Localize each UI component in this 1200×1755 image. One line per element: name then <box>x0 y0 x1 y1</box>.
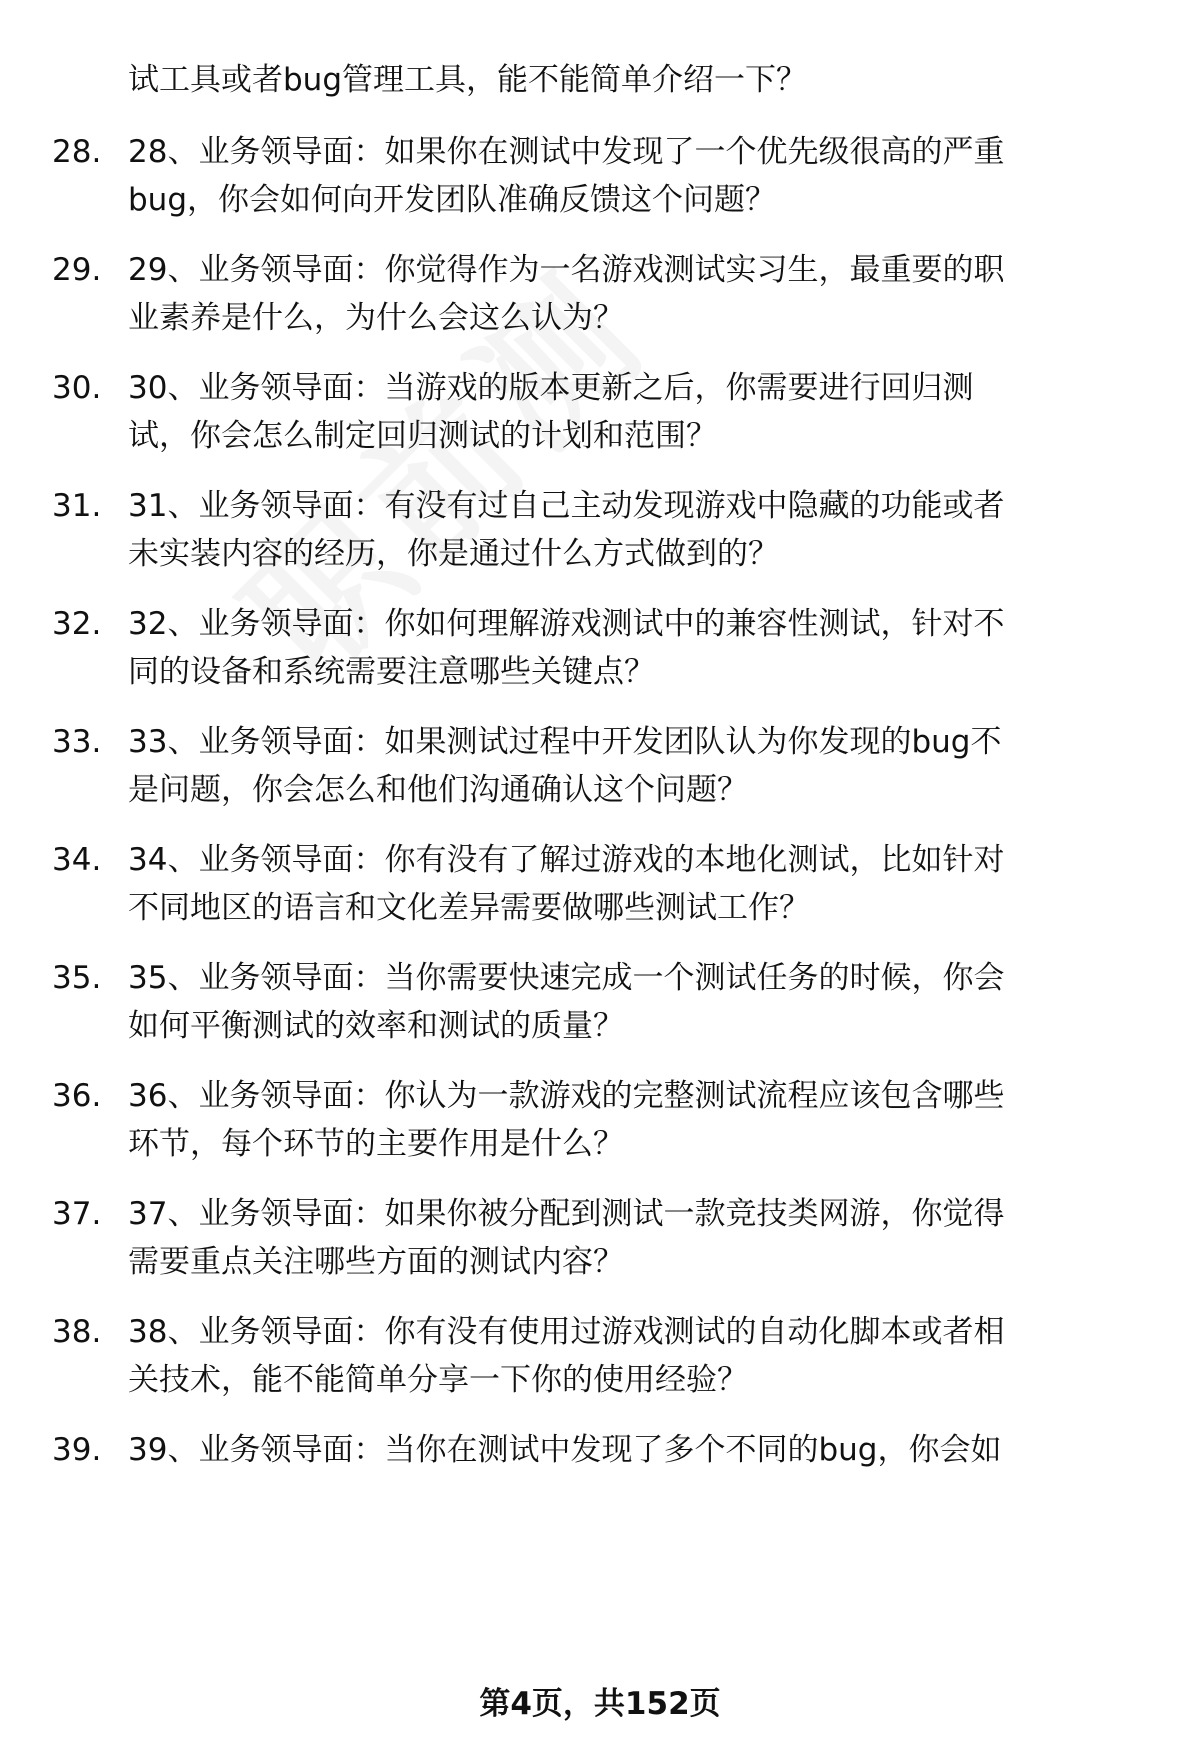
list-item-number: 33. <box>52 724 102 760</box>
list-item-number: 29. <box>52 252 102 288</box>
list-item-text: 31、业务领导面：有没有过自己主动发现游戏中隐藏的功能或者 未实装内容的经历，你是通过什么方式做到的？ <box>128 488 1005 572</box>
list-item-number: 39. <box>52 1432 102 1468</box>
list-item-number: 31. <box>52 488 102 524</box>
list-item-number: 38. <box>52 1314 102 1350</box>
list-item-number: 30. <box>52 370 102 406</box>
list-item-number: 32. <box>52 606 102 642</box>
list-item-number: 28. <box>52 134 102 170</box>
list-item-number: 35. <box>52 960 102 996</box>
list-item-number: 37. <box>52 1196 102 1232</box>
list-item-number: 34. <box>52 842 102 878</box>
list-item-text: 32、业务领导面：你如何理解游戏测试中的兼容性测试，针对不 同的设备和系统需要注意哪些关键点？ <box>128 606 1005 690</box>
list-item-text: 试工具或者bug管理工具，能不能简单介绍一下？ <box>128 62 808 98</box>
list-item-text: 28、业务领导面：如果你在测试中发现了一个优先级很高的严重 bug，你会如何向开发团队准确反馈这个问题？ <box>128 134 1005 218</box>
list-item-text: 39、业务领导面：当你在测试中发现了多个不同的bug，你会如 <box>128 1432 1002 1468</box>
page-footer: 第4页，共152页 <box>479 1686 721 1722</box>
list-item-number: 36. <box>52 1078 102 1114</box>
list-item-text: 30、业务领导面：当游戏的版本更新之后，你需要进行回归测 试，你会怎么制定回归测试的计划和范围？ <box>128 370 974 454</box>
list-item-text: 38、业务领导面：你有没有使用过游戏测试的自动化脚本或者相 关技术，能不能简单分享一下你的使用经验？ <box>128 1314 1005 1398</box>
list-item-text: 33、业务领导面：如果测试过程中开发团队认为你发现的bug不 是问题，你会怎么和他们沟通确认这个问题？ <box>128 724 1002 808</box>
list-item-text: 35、业务领导面：当你需要快速完成一个测试任务的时候，你会 如何平衡测试的效率和测试的质量？ <box>128 960 1005 1044</box>
list-item-text: 29、业务领导面：你觉得作为一名游戏测试实习生，最重要的职 业素养是什么，为什么会这么认为？ <box>128 252 1005 336</box>
list-item-text: 36、业务领导面：你认为一款游戏的完整测试流程应该包含哪些 环节，每个环节的主要作用是什么？ <box>128 1078 1005 1162</box>
list-item-text: 34、业务领导面：你有没有了解过游戏的本地化测试，比如针对 不同地区的语言和文化差异需要做哪些测试工作？ <box>128 842 1005 926</box>
list-item-text: 37、业务领导面：如果你被分配到测试一款竞技类网游，你觉得 需要重点关注哪些方面的测试内容？ <box>128 1196 1005 1280</box>
